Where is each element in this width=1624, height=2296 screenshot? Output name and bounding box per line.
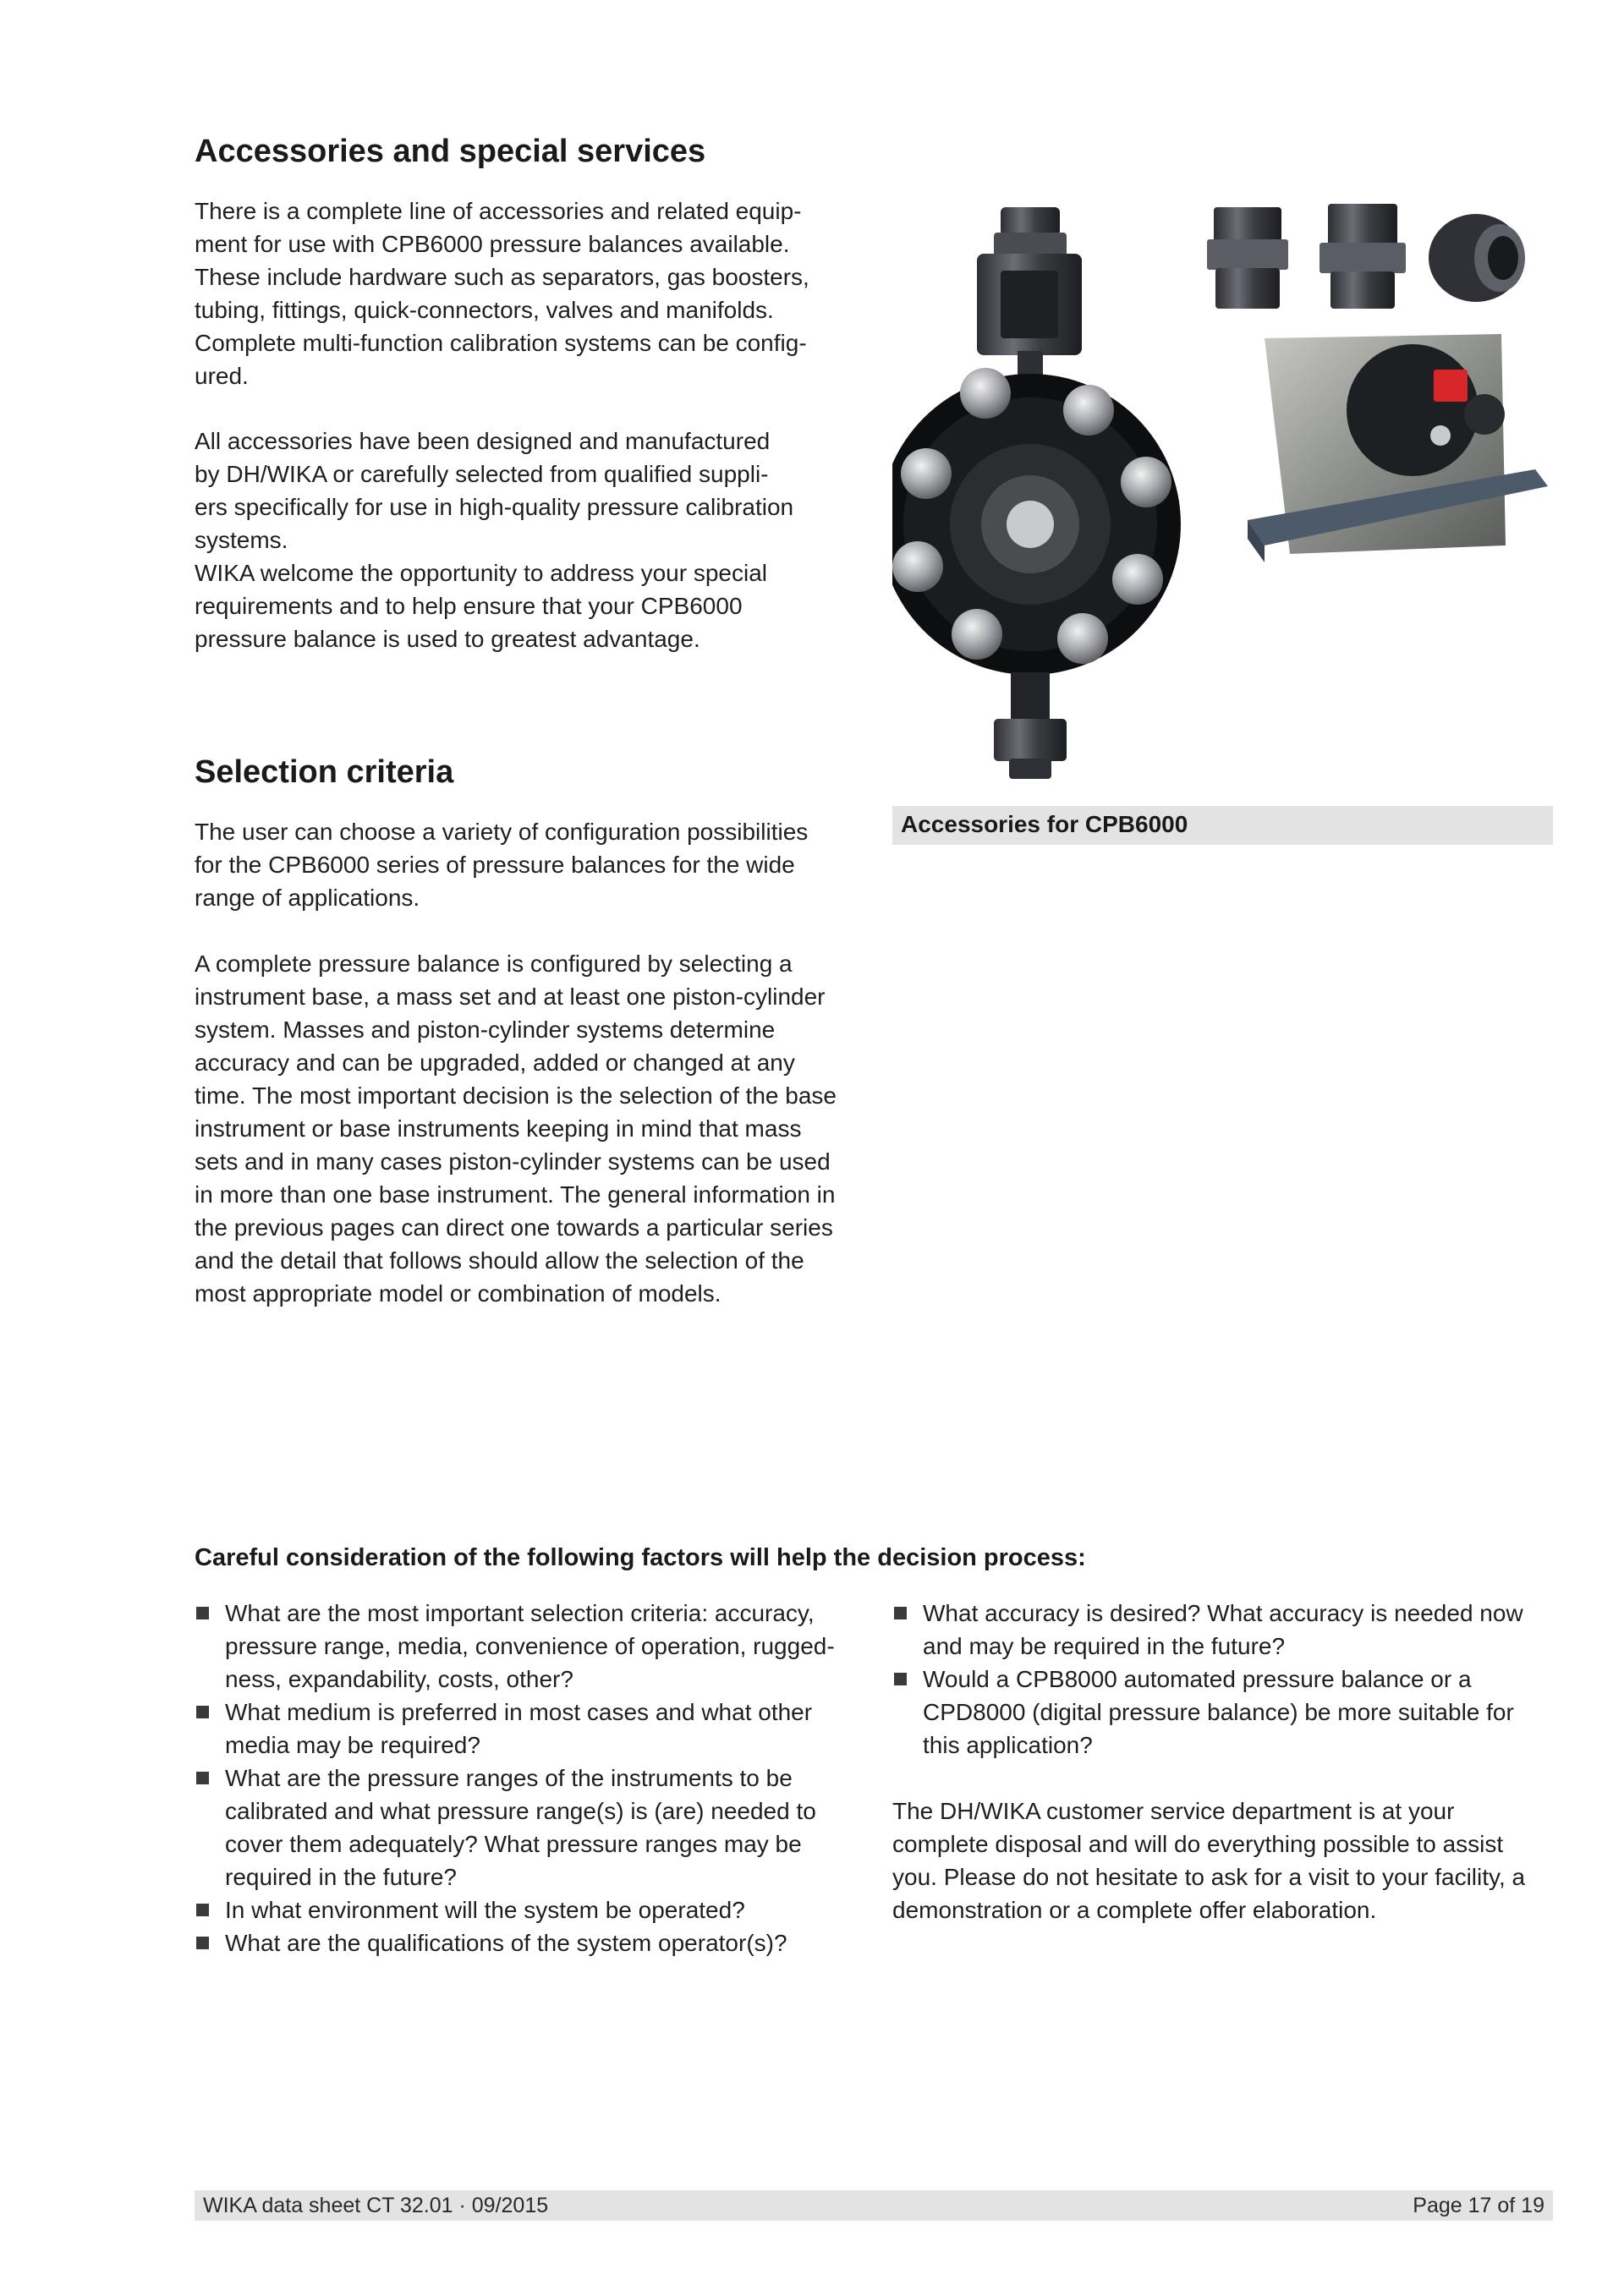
- text-line: The DH/WIKA customer service department is at your: [892, 1798, 1455, 1824]
- square-bullet-icon: [196, 1904, 209, 1916]
- text-line: most appropriate model or combination of models.: [195, 1280, 721, 1307]
- text-line: What are the most important selection criteria: accuracy,: [225, 1600, 815, 1626]
- accessories-paragraph-2: [195, 425, 888, 655]
- adapter-fitting-3: [1429, 214, 1525, 302]
- text-line: sets and in many cases piston-cylinder systems can be used: [195, 1148, 831, 1175]
- square-bullet-icon: [196, 1772, 209, 1784]
- text-line: A complete pressure balance is configured by selecting a: [195, 951, 793, 977]
- text-line: by DH/WIKA or carefully selected from qualified suppli-: [195, 461, 769, 487]
- text-line: time. The most important decision is the selection of the base: [195, 1082, 837, 1109]
- text-line: What medium is preferred in most cases and what other: [225, 1699, 813, 1725]
- text-line: the previous pages can direct one towards a particular series: [195, 1214, 833, 1241]
- text-line: media may be required?: [225, 1732, 480, 1758]
- text-line: instrument base, a mass set and at least one piston-cylinder: [195, 984, 826, 1010]
- list-item: [195, 1762, 888, 1893]
- text-line: These include hardware such as separators, gas boosters,: [195, 264, 809, 290]
- selection-heading: Selection criteria: [195, 754, 454, 790]
- square-bullet-icon: [894, 1673, 907, 1685]
- text-line: range of applications.: [195, 885, 420, 911]
- separator-bottom-fitting: [994, 672, 1067, 779]
- text-line: in more than one base instrument. The general information in: [195, 1181, 836, 1208]
- text-line: The user can choose a variety of configuration possibilities: [195, 819, 809, 845]
- page-footer: [195, 2190, 1553, 2221]
- text-line: ers specifically for use in high-quality pressure calibration: [195, 494, 794, 520]
- text-line: Would a CPB8000 automated pressure balance or a: [923, 1666, 1472, 1692]
- text-line: and the detail that follows should allow the selection of the: [195, 1247, 804, 1274]
- text-line: All accessories have been designed and manufactured: [195, 428, 771, 454]
- text-line: WIKA welcome the opportunity to address your special: [195, 560, 768, 586]
- factors-heading: Careful consideration of the following factors will help the decision process:: [195, 1544, 1086, 1571]
- photo-caption: Accessories for CPB6000: [892, 806, 1553, 845]
- text-line: What are the pressure ranges of the instruments to be: [225, 1765, 793, 1791]
- factors-list-right: [892, 1597, 1569, 1762]
- text-line: system. Masses and piston-cylinder systems determine: [195, 1016, 776, 1043]
- list-item: [195, 1597, 888, 1696]
- text-line: ured.: [195, 363, 249, 389]
- text-line: complete disposal and will do everything possible to assist: [892, 1831, 1504, 1857]
- text-line: In what environment will the system be operated?: [225, 1897, 745, 1923]
- service-paragraph: [892, 1795, 1569, 1926]
- text-line: and may be required in the future?: [923, 1633, 1286, 1659]
- text-line: What are the qualifications of the system operator(s)?: [225, 1930, 787, 1956]
- selection-paragraph-2: [195, 947, 905, 1310]
- list-item: [892, 1663, 1569, 1762]
- text-line: pressure balance is used to greatest advantage.: [195, 626, 700, 652]
- factors-list-left: [195, 1597, 888, 1959]
- text-line: systems.: [195, 527, 288, 553]
- square-bullet-icon: [196, 1706, 209, 1718]
- text-line: accuracy and can be upgraded, added or changed at any: [195, 1049, 795, 1076]
- accessories-heading: Accessories and special services: [195, 134, 706, 169]
- separator-flange: [892, 368, 1181, 675]
- text-line: instrument or base instruments keeping in mind that mass: [195, 1115, 802, 1142]
- adapter-fitting-1: [1207, 207, 1288, 309]
- text-line: required in the future?: [225, 1864, 457, 1890]
- text-line: you. Please do not hesitate to ask for a visit to your facility, a: [892, 1864, 1526, 1890]
- text-line: this application?: [923, 1732, 1093, 1758]
- text-line: calibrated and what pressure range(s) is (are) needed to: [225, 1798, 816, 1824]
- square-bullet-icon: [196, 1937, 209, 1949]
- separator-top-fitting: [977, 207, 1082, 397]
- text-line: demonstration or a complete offer elaboration.: [892, 1897, 1377, 1923]
- square-bullet-icon: [894, 1607, 907, 1619]
- list-item: [892, 1597, 1569, 1663]
- text-line: for the CPB6000 series of pressure balances for the wide: [195, 852, 795, 878]
- text-line: pressure range, media, convenience of operation, rugged-: [225, 1633, 835, 1659]
- text-line: cover them adequately? What pressure ranges may be: [225, 1831, 802, 1857]
- list-item: [195, 1893, 888, 1926]
- text-line: ment for use with CPB6000 pressure balances available.: [195, 231, 790, 257]
- selection-paragraph-1: [195, 815, 888, 914]
- text-line: ness, expandability, costs, other?: [225, 1666, 573, 1692]
- accessories-photo: [892, 190, 1561, 786]
- valve-bracket: [1248, 334, 1548, 562]
- text-line: tubing, fittings, quick-connectors, valves and manifolds.: [195, 297, 774, 323]
- list-item: [195, 1696, 888, 1762]
- text-line: requirements and to help ensure that your CPB6000: [195, 593, 743, 619]
- text-line: What accuracy is desired? What accuracy is needed now: [923, 1600, 1523, 1626]
- accessories-paragraph-1: [195, 195, 888, 392]
- list-item: [195, 1926, 888, 1959]
- text-line: Complete multi-function calibration systems can be config-: [195, 330, 807, 356]
- footer-page-number: Page 17 of 19: [1413, 2193, 1544, 2217]
- footer-document-id: WIKA data sheet CT 32.01 · 09/2015: [203, 2193, 549, 2217]
- text-line: There is a complete line of accessories and related equip-: [195, 198, 802, 224]
- square-bullet-icon: [196, 1607, 209, 1619]
- adapter-fitting-2: [1320, 204, 1406, 309]
- text-line: CPD8000 (digital pressure balance) be more suitable for: [923, 1699, 1514, 1725]
